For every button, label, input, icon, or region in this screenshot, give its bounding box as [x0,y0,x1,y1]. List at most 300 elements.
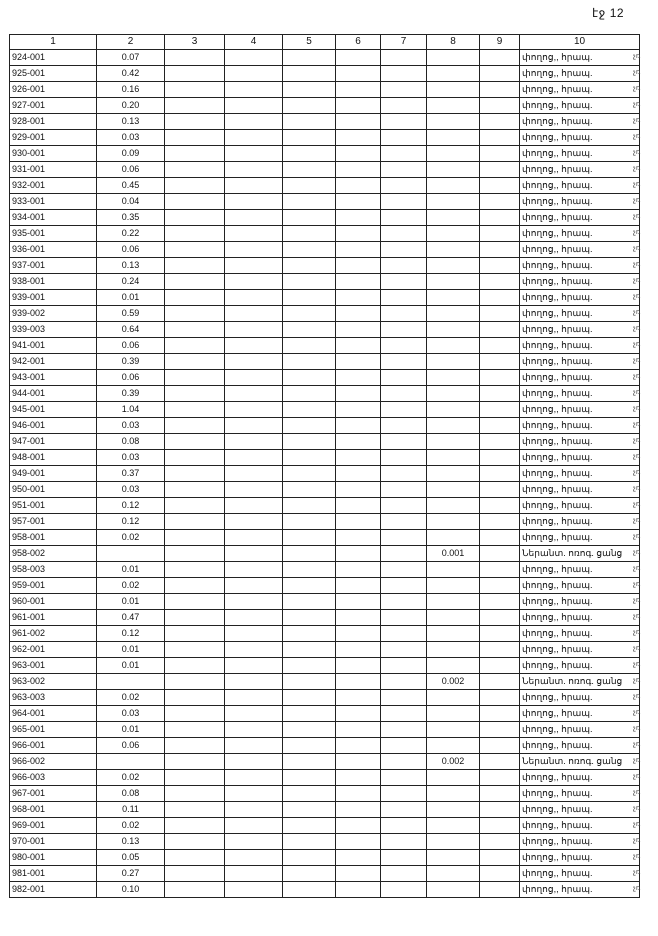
area-cell: 0.11 [97,802,165,818]
empty-cell [165,402,225,418]
empty-cell [480,50,520,66]
empty-cell [480,882,520,898]
empty-cell [165,450,225,466]
table-row [10,354,640,370]
empty-cell [336,514,381,530]
parcel-code-cell: 945-001 [10,402,97,418]
area-cell: 0.06 [97,242,165,258]
column-header-5: 5 [283,35,336,50]
empty-cell [225,210,283,226]
empty-cell [480,338,520,354]
empty-cell [225,482,283,498]
empty-cell [165,482,225,498]
empty-cell [381,50,427,66]
column-8-cell [427,370,480,386]
parcel-code-cell: 927-001 [10,98,97,114]
area-cell: 0.02 [97,578,165,594]
empty-cell [381,450,427,466]
empty-cell [225,114,283,130]
land-use-cell: փողոց,, հրապ. [520,242,640,258]
empty-cell [336,690,381,706]
area-cell: 0.01 [97,562,165,578]
parcel-code-cell: 925-001 [10,66,97,82]
land-use-cell: փողոց,, հրապ. [520,306,640,322]
empty-cell [381,562,427,578]
empty-cell [336,834,381,850]
parcel-code-cell: 926-001 [10,82,97,98]
empty-cell [336,418,381,434]
parcel-code-cell: 966-001 [10,738,97,754]
area-cell: 0.05 [97,850,165,866]
area-cell: 0.03 [97,450,165,466]
empty-cell [480,802,520,818]
empty-cell [225,370,283,386]
empty-cell [480,530,520,546]
empty-cell [283,514,336,530]
land-use-cell: փողոց,, հրապ. [520,738,640,754]
empty-cell [283,306,336,322]
empty-cell [480,610,520,626]
margin-mark: չռ [633,149,641,156]
empty-cell [336,578,381,594]
empty-cell [165,514,225,530]
column-8-cell [427,786,480,802]
empty-cell [225,162,283,178]
empty-cell [336,706,381,722]
area-cell: 0.47 [97,610,165,626]
empty-cell [336,322,381,338]
area-cell: 0.12 [97,498,165,514]
empty-cell [225,130,283,146]
table-row [10,98,640,114]
column-8-cell [427,770,480,786]
empty-cell [283,354,336,370]
land-use-cell: փողոց,, հրապ. [520,258,640,274]
land-use-cell: փողոց,, հրապ. [520,578,640,594]
land-use-cell: փողոց,, հրապ. [520,850,640,866]
margin-mark: չռ [633,341,641,348]
parcel-code-cell: 981-001 [10,866,97,882]
empty-cell [165,770,225,786]
empty-cell [480,546,520,562]
empty-cell [381,338,427,354]
table-row [10,386,640,402]
table-row [10,578,640,594]
empty-cell [381,866,427,882]
empty-cell [480,754,520,770]
empty-cell [381,194,427,210]
table-row [10,258,640,274]
table-row [10,562,640,578]
empty-cell [336,850,381,866]
empty-cell [381,466,427,482]
empty-cell [165,498,225,514]
land-use-cell: փողոց,, հրապ. [520,562,640,578]
empty-cell [165,178,225,194]
parcel-code-cell: 963-003 [10,690,97,706]
empty-cell [480,418,520,434]
empty-cell [381,82,427,98]
land-use-cell: փողոց,, հրապ. [520,82,640,98]
header-row [10,35,640,50]
margin-mark: չռ [633,421,641,428]
empty-cell [165,626,225,642]
margin-mark: չռ [633,53,641,60]
land-use-cell: փողոց,, հրապ. [520,514,640,530]
empty-cell [336,386,381,402]
empty-cell [381,754,427,770]
parcel-code-cell: 950-001 [10,482,97,498]
empty-cell [225,274,283,290]
empty-cell [336,258,381,274]
empty-cell [165,226,225,242]
parcel-code-cell: 932-001 [10,178,97,194]
land-use-cell: փողոց,, հրապ. [520,418,640,434]
empty-cell [165,306,225,322]
parcel-code-cell: 966-003 [10,770,97,786]
parcel-code-cell: 948-001 [10,450,97,466]
land-use-cell: փողոց,, հրապ. [520,882,640,898]
empty-cell [283,386,336,402]
column-8-cell [427,866,480,882]
empty-cell [381,274,427,290]
area-cell: 0.22 [97,226,165,242]
margin-mark: չռ [633,853,641,860]
parcel-code-cell: 931-001 [10,162,97,178]
table-row [10,466,640,482]
empty-cell [336,546,381,562]
empty-cell [283,706,336,722]
empty-cell [480,722,520,738]
empty-cell [480,866,520,882]
empty-cell [225,434,283,450]
area-cell: 0.13 [97,834,165,850]
empty-cell [225,226,283,242]
empty-cell [165,258,225,274]
table-row [10,274,640,290]
parcel-code-cell: 958-003 [10,562,97,578]
margin-mark: չռ [633,565,641,572]
area-cell: 0.12 [97,626,165,642]
empty-cell [480,386,520,402]
table-row [10,738,640,754]
table-header [10,35,640,50]
column-8-cell [427,802,480,818]
empty-cell [381,674,427,690]
table-row [10,818,640,834]
empty-cell [381,610,427,626]
page-number: էջ 12 [592,6,625,20]
empty-cell [165,194,225,210]
empty-cell [165,850,225,866]
empty-cell [225,82,283,98]
land-use-cell: փողոց,, հրապ. [520,706,640,722]
margin-mark: չռ [633,133,641,140]
parcel-code-cell: 962-001 [10,642,97,658]
margin-mark: չռ [633,437,641,444]
column-header-6: 6 [336,35,381,50]
column-header-10: 10 [520,35,640,50]
empty-cell [480,402,520,418]
parcel-code-cell: 930-001 [10,146,97,162]
land-use-cell: փողոց,, հրապ. [520,322,640,338]
land-use-cell: փողոց,, հրապ. [520,50,640,66]
empty-cell [165,210,225,226]
table-row [10,882,640,898]
parcel-code-cell: 934-001 [10,210,97,226]
empty-cell [480,626,520,642]
empty-cell [480,834,520,850]
empty-cell [480,162,520,178]
empty-cell [336,450,381,466]
parcel-code-cell: 937-001 [10,258,97,274]
column-8-cell [427,82,480,98]
empty-cell [165,66,225,82]
area-cell: 0.02 [97,770,165,786]
empty-cell [283,674,336,690]
empty-cell [381,354,427,370]
empty-cell [283,754,336,770]
empty-cell [336,130,381,146]
empty-cell [225,706,283,722]
empty-cell [283,450,336,466]
table-row [10,226,640,242]
empty-cell [225,546,283,562]
empty-cell [283,418,336,434]
empty-cell [283,210,336,226]
column-8-cell [427,434,480,450]
empty-cell [336,194,381,210]
column-8-cell [427,162,480,178]
parcel-code-cell: 947-001 [10,434,97,450]
parcel-code-cell: 966-002 [10,754,97,770]
empty-cell [381,834,427,850]
margin-mark: չռ [633,389,641,396]
empty-cell [336,82,381,98]
empty-cell [480,242,520,258]
margin-mark: չռ [633,373,641,380]
parcel-code-cell: 964-001 [10,706,97,722]
empty-cell [381,66,427,82]
margin-mark: չռ [633,549,641,556]
empty-cell [283,98,336,114]
empty-cell [336,770,381,786]
column-8-cell [427,706,480,722]
empty-cell [381,594,427,610]
area-cell: 0.39 [97,386,165,402]
land-use-cell: փողոց,, հրապ. [520,530,640,546]
empty-cell [225,802,283,818]
empty-cell [225,770,283,786]
area-cell: 0.45 [97,178,165,194]
empty-cell [480,738,520,754]
empty-cell [165,530,225,546]
land-use-cell: փողոց,, հրապ. [520,66,640,82]
empty-cell [381,626,427,642]
table-row [10,786,640,802]
land-use-cell: փողոց,, հրապ. [520,130,640,146]
empty-cell [381,162,427,178]
parcel-code-cell: 958-001 [10,530,97,546]
column-8-cell [427,498,480,514]
parcel-code-cell: 949-001 [10,466,97,482]
table-row [10,610,640,626]
empty-cell [480,450,520,466]
empty-cell [336,610,381,626]
parcel-code-cell: 943-001 [10,370,97,386]
column-8-cell [427,738,480,754]
empty-cell [381,498,427,514]
empty-cell [225,498,283,514]
empty-cell [336,466,381,482]
empty-cell [283,786,336,802]
empty-cell [165,50,225,66]
empty-cell [283,466,336,482]
empty-cell [283,802,336,818]
parcel-code-cell: 961-001 [10,610,97,626]
empty-cell [381,850,427,866]
area-cell: 0.64 [97,322,165,338]
empty-cell [165,322,225,338]
empty-cell [165,706,225,722]
empty-cell [381,802,427,818]
area-cell: 0.01 [97,658,165,674]
margin-mark: չռ [633,773,641,780]
empty-cell [165,386,225,402]
table-row [10,530,640,546]
table-row [10,498,640,514]
empty-cell [225,354,283,370]
area-cell: 0.27 [97,866,165,882]
land-use-cell: փողոց,, հրապ. [520,162,640,178]
table-row [10,194,640,210]
empty-cell [336,242,381,258]
area-cell [97,546,165,562]
empty-cell [336,482,381,498]
empty-cell [336,626,381,642]
margin-mark: չռ [633,693,641,700]
empty-cell [283,114,336,130]
empty-cell [225,178,283,194]
area-cell: 0.07 [97,50,165,66]
area-cell: 0.37 [97,466,165,482]
area-cell: 0.39 [97,354,165,370]
margin-mark: չռ [633,869,641,876]
empty-cell [283,274,336,290]
table-row [10,418,640,434]
parcel-code-cell: 928-001 [10,114,97,130]
area-cell [97,754,165,770]
empty-cell [283,642,336,658]
margin-mark: չռ [633,245,641,252]
margin-mark: չռ [633,325,641,332]
empty-cell [165,418,225,434]
empty-cell [480,578,520,594]
empty-cell [381,402,427,418]
area-cell: 0.01 [97,594,165,610]
empty-cell [336,722,381,738]
table-row [10,66,640,82]
column-8-cell: 0.001 [427,546,480,562]
land-use-cell: Ներանտ. ոռոգ. ցանց [520,674,640,690]
column-8-cell [427,610,480,626]
empty-cell [225,386,283,402]
table-row [10,866,640,882]
area-cell: 0.08 [97,786,165,802]
margin-mark: չռ [633,453,641,460]
margin-mark: չռ [633,677,641,684]
parcel-code-cell: 946-001 [10,418,97,434]
empty-cell [336,98,381,114]
empty-cell [381,226,427,242]
empty-cell [283,866,336,882]
land-use-cell: փողոց,, հրապ. [520,658,640,674]
empty-cell [225,306,283,322]
margin-mark: չռ [633,789,641,796]
area-cell: 0.08 [97,434,165,450]
table-row [10,450,640,466]
empty-cell [480,642,520,658]
area-cell: 0.06 [97,370,165,386]
land-use-cell: փողոց,, հրապ. [520,290,640,306]
empty-cell [225,66,283,82]
margin-mark: չռ [633,581,641,588]
empty-cell [381,290,427,306]
table-row [10,162,640,178]
margin-mark: չռ [633,405,641,412]
empty-cell [336,658,381,674]
column-8-cell [427,338,480,354]
empty-cell [381,578,427,594]
area-cell: 0.06 [97,338,165,354]
empty-cell [283,722,336,738]
margin-mark: չռ [633,117,641,124]
margin-mark: չռ [633,821,641,828]
parcel-code-cell: 958-002 [10,546,97,562]
land-use-cell: փողոց,, հրապ. [520,802,640,818]
column-8-cell: 0.002 [427,674,480,690]
land-use-cell: Ներանտ. ոռոգ. ցանց [520,546,640,562]
empty-cell [283,82,336,98]
empty-cell [165,434,225,450]
empty-cell [165,578,225,594]
parcel-code-cell: 982-001 [10,882,97,898]
empty-cell [381,386,427,402]
empty-cell [283,882,336,898]
land-use-cell: փողոց,, հրապ. [520,402,640,418]
parcel-code-cell: 970-001 [10,834,97,850]
column-8-cell [427,418,480,434]
empty-cell [283,66,336,82]
empty-cell [165,722,225,738]
empty-cell [336,674,381,690]
empty-cell [225,290,283,306]
table-row [10,626,640,642]
table-row [10,146,640,162]
parcel-code-cell: 939-002 [10,306,97,322]
empty-cell [165,642,225,658]
column-8-cell [427,354,480,370]
land-use-cell: փողոց,, հրապ. [520,690,640,706]
empty-cell [283,546,336,562]
land-use-cell: փողոց,, հրապ. [520,226,640,242]
parcel-code-cell: 957-001 [10,514,97,530]
area-cell: 0.02 [97,690,165,706]
table-row [10,210,640,226]
margin-mark: չռ [633,757,641,764]
margin-mark: չռ [633,181,641,188]
land-use-cell: փողոց,, հրապ. [520,114,640,130]
